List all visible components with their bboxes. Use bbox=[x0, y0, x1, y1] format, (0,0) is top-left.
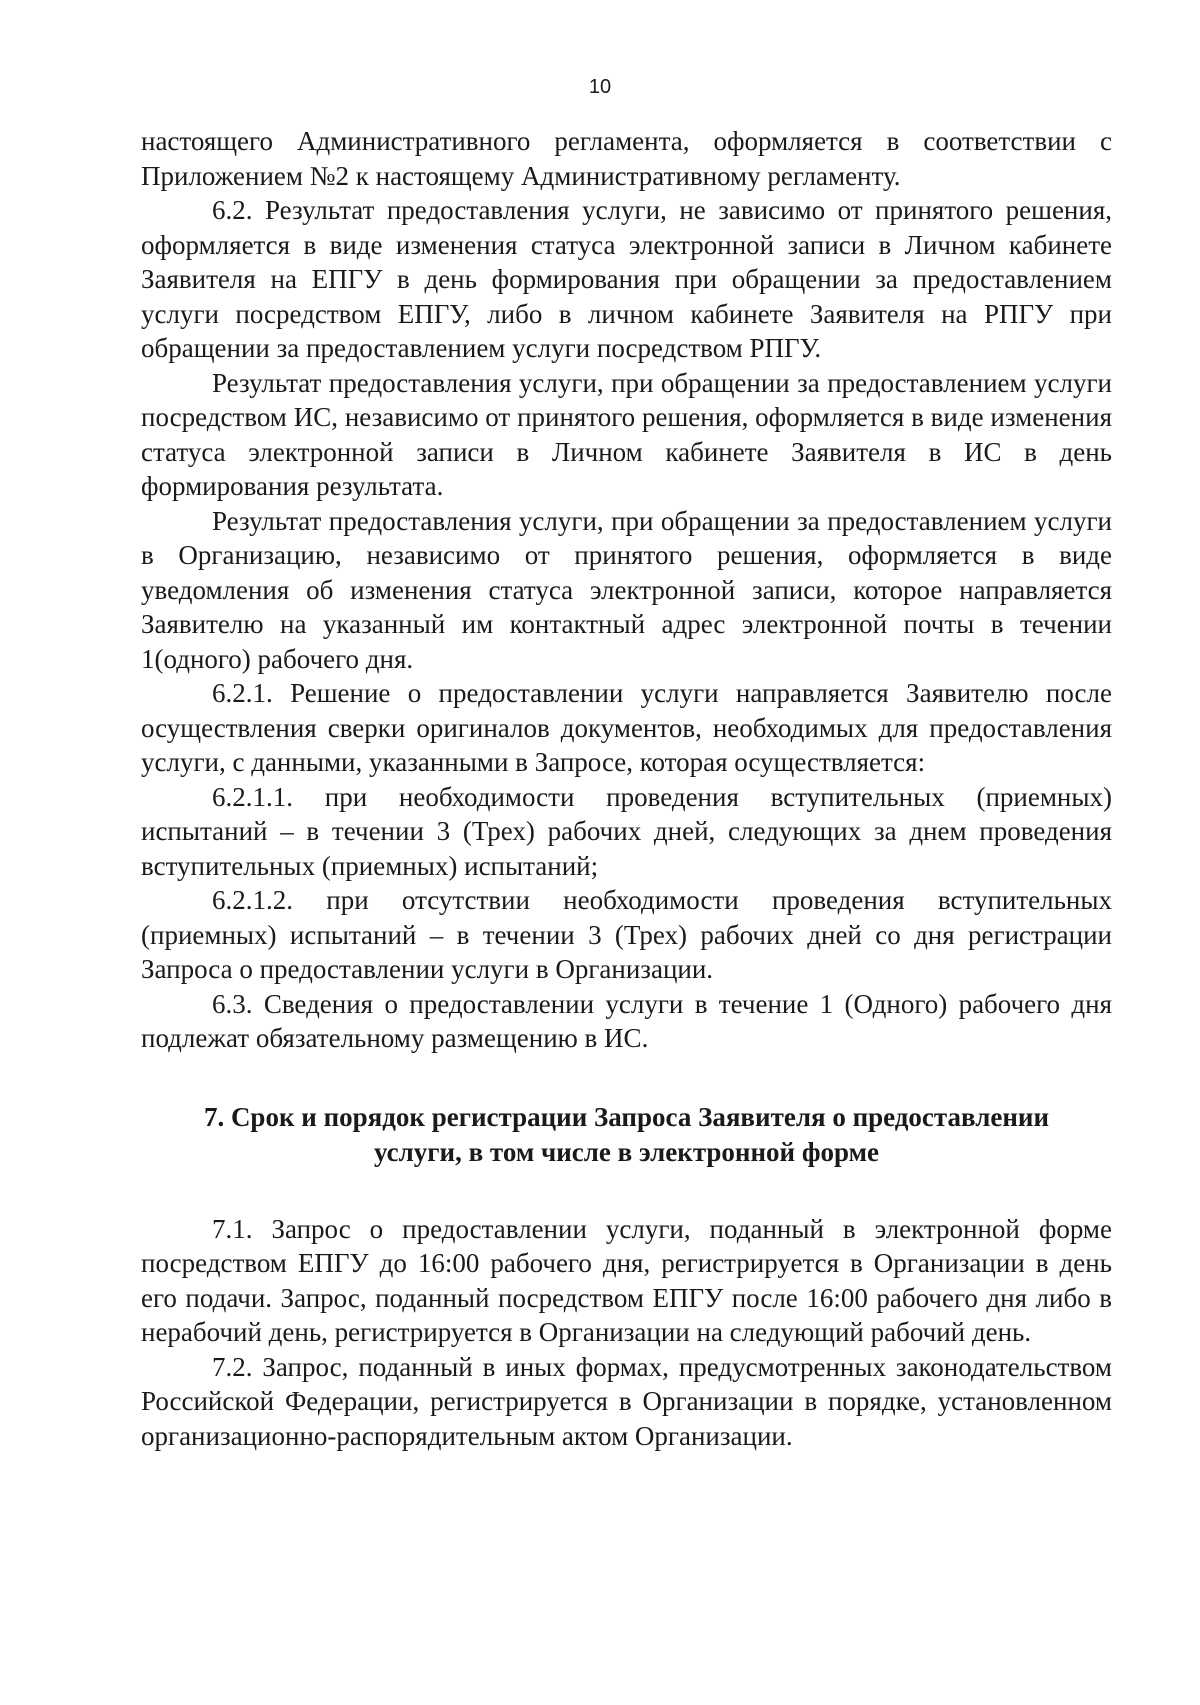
paragraph-6-2-1-1: 6.2.1.1. при необходимости проведения вступительных (приемных) испытаний – в течении 3 (Трех) рабочих дней, следующих за днем проведения вступительных (приемных) испытаний; bbox=[141, 781, 1112, 881]
paragraph-result-organization: Результат предоставления услуги, при обращении за предоставлением услуги в Организацию, независимо от принятого решения, оформляется в виде уведомления об изменения статуса электронной записи, которое направляется Заявителю на указанный им контактный адрес электронной почты в течении 1(одного) рабочего дня. bbox=[141, 505, 1112, 674]
section-heading-line-2: услуги, в том числе в электронной форме bbox=[373, 1136, 880, 1167]
document-body bbox=[141, 124, 1112, 1453]
section-7-heading bbox=[141, 1100, 1112, 1170]
paragraph-6-2-1: 6.2.1. Решение о предоставлении услуги направляется Заявителю после осуществления сверки оригиналов документов, необходимых для предоставления услуги, с данными, указанными в Запросе, которая осуществляется: bbox=[141, 678, 1112, 777]
paragraph-7-1: 7.1. Запрос о предоставлении услуги, поданный в электронной форме посредством ЕПГУ до 16:00 рабочего дня, регистрируется в Организации в день его подачи. Запрос, поданный посредством ЕПГУ после 16:00 рабочего дня либо в нерабочий день, регистрируется в Организации на следующий рабочий день. bbox=[141, 1213, 1112, 1347]
paragraph-6-2: 6.2. Результат предоставления услуги, не зависимо от принятого решения, оформляется в виде изменения статуса электронной записи в Личном кабинете Заявителя на ЕПГУ в день формирования при обращении за предоставлением услуги посредством ЕПГУ, либо в личном кабинете Заявителя на РПГУ при обращении за предоставлением услуги посредством РПГУ. bbox=[141, 195, 1112, 363]
paragraph-result-is: Результат предоставления услуги, при обращении за предоставлением услуги посредством ИС, независимо от принятого решения, оформляется в виде изменения статуса электронной записи в Личном кабинете Заявителя в ИС в день формирования результата. bbox=[141, 367, 1112, 501]
paragraph-6-2-1-2: 6.2.1.2. при отсутствии необходимости проведения вступительных (приемных) испытаний – в течении 3 (Трех) рабочих дней со дня регистрации Запроса о предоставлении услуги в Организации. bbox=[141, 885, 1112, 984]
paragraph-6-3: 6.3. Сведения о предоставлении услуги в течение 1 (Одного) рабочего дня подлежат обязательному размещению в ИС. bbox=[141, 988, 1112, 1053]
paragraph-7-2: 7.2. Запрос, поданный в иных формах, предусмотренных законодательством Российской Федерации, регистрируется в Организации в порядке, установленном организационно-распорядительным актом Организации. bbox=[141, 1351, 1112, 1451]
page-number: 10 bbox=[588, 76, 612, 98]
paragraph-continuation: настоящего Административного регламента, оформляется в соответствии с Приложением №2 к настоящему Административному регламенту. bbox=[141, 126, 1112, 191]
section-heading-line-1: 7. Срок и порядок регистрации Запроса Заявителя о предоставлении bbox=[203, 1101, 1050, 1132]
